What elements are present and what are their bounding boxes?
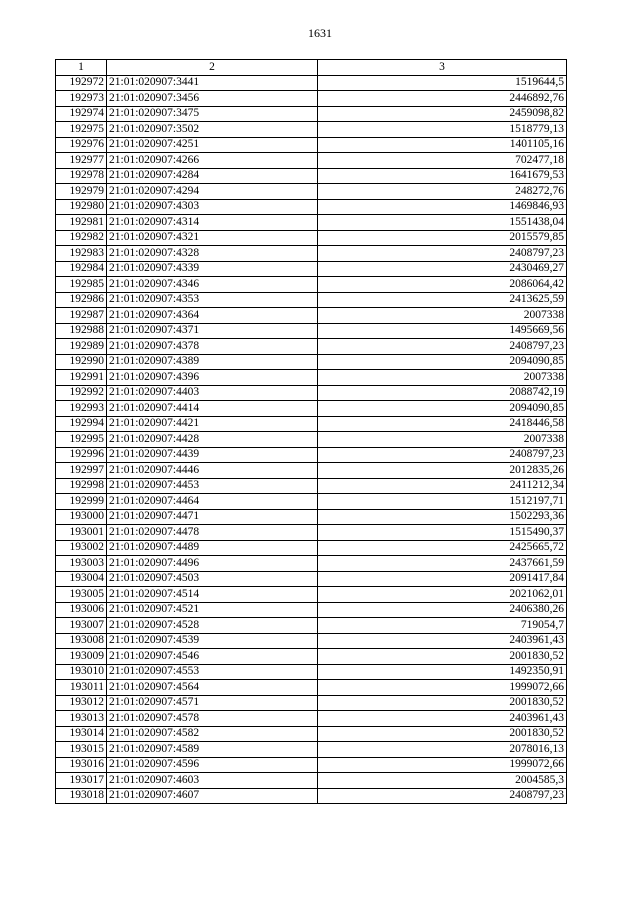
table-row	[56, 757, 567, 773]
row-number-cell: 193011	[56, 680, 107, 696]
value-cell: 2078016,13	[318, 742, 567, 758]
value-cell: 1999072,66	[318, 757, 567, 773]
row-number-cell: 193016	[56, 757, 107, 773]
value-cell: 2413625,59	[318, 292, 567, 308]
cadastral-number-cell: 21:01:020907:4571	[107, 695, 318, 711]
table-row	[56, 168, 567, 184]
cadastral-number-cell: 21:01:020907:4314	[107, 215, 318, 231]
cadastral-number-cell: 21:01:020907:4396	[107, 370, 318, 386]
value-cell: 2001830,52	[318, 649, 567, 665]
cadastral-number-cell: 21:01:020907:4328	[107, 246, 318, 262]
row-number-cell: 193012	[56, 695, 107, 711]
row-number-cell: 193000	[56, 509, 107, 525]
cadastral-number-cell: 21:01:020907:4546	[107, 649, 318, 665]
row-number-cell: 192992	[56, 385, 107, 401]
value-cell: 2088742,19	[318, 385, 567, 401]
table-row	[56, 184, 567, 200]
row-number-cell: 192990	[56, 354, 107, 370]
row-number-cell: 193018	[56, 788, 107, 804]
table-row	[56, 215, 567, 231]
row-number-cell: 192983	[56, 246, 107, 262]
table-row	[56, 726, 567, 742]
cadastral-number-cell: 21:01:020907:4294	[107, 184, 318, 200]
row-number-cell: 192978	[56, 168, 107, 184]
table-row	[56, 463, 567, 479]
row-number-cell: 193014	[56, 726, 107, 742]
cadastral-number-cell: 21:01:020907:4521	[107, 602, 318, 618]
row-number-cell: 193008	[56, 633, 107, 649]
cadastral-number-cell: 21:01:020907:4489	[107, 540, 318, 556]
table-row	[56, 773, 567, 789]
table-row	[56, 788, 567, 804]
cadastral-number-cell: 21:01:020907:4414	[107, 401, 318, 417]
cadastral-number-cell: 21:01:020907:4453	[107, 478, 318, 494]
value-cell: 1502293,36	[318, 509, 567, 525]
cadastral-number-cell: 21:01:020907:4578	[107, 711, 318, 727]
table-row	[56, 602, 567, 618]
value-cell: 2094090,85	[318, 401, 567, 417]
page-number: 1631	[308, 26, 332, 40]
row-number-cell: 192986	[56, 292, 107, 308]
value-cell: 1492350,91	[318, 664, 567, 680]
cadastral-number-cell: 21:01:020907:4464	[107, 494, 318, 510]
table-row	[56, 385, 567, 401]
row-number-cell: 193017	[56, 773, 107, 789]
row-number-cell: 192981	[56, 215, 107, 231]
cadastral-number-cell: 21:01:020907:4564	[107, 680, 318, 696]
table-row	[56, 91, 567, 107]
row-number-cell: 192989	[56, 339, 107, 355]
table-row	[56, 587, 567, 603]
row-number-cell: 192972	[56, 75, 107, 91]
cadastral-number-cell: 21:01:020907:3441	[107, 75, 318, 91]
row-number-cell: 192993	[56, 401, 107, 417]
value-cell: 2001830,52	[318, 695, 567, 711]
cadastral-value-table	[55, 59, 567, 804]
value-cell: 1515490,37	[318, 525, 567, 541]
table-row	[56, 416, 567, 432]
table-row	[56, 509, 567, 525]
value-cell: 2408797,23	[318, 447, 567, 463]
row-number-cell: 193005	[56, 587, 107, 603]
value-cell: 2004585,3	[318, 773, 567, 789]
table-body	[56, 75, 567, 804]
table-row	[56, 137, 567, 153]
value-cell: 1999072,66	[318, 680, 567, 696]
table-row	[56, 525, 567, 541]
row-number-cell: 192996	[56, 447, 107, 463]
row-number-cell: 193004	[56, 571, 107, 587]
value-cell: 2403961,43	[318, 711, 567, 727]
value-cell: 2430469,27	[318, 261, 567, 277]
row-number-cell: 193001	[56, 525, 107, 541]
value-cell: 1518779,13	[318, 122, 567, 138]
cadastral-number-cell: 21:01:020907:4582	[107, 726, 318, 742]
table-header	[56, 60, 567, 76]
cadastral-number-cell: 21:01:020907:4378	[107, 339, 318, 355]
table-row	[56, 323, 567, 339]
table-row	[56, 556, 567, 572]
table-row	[56, 571, 567, 587]
cadastral-number-cell: 21:01:020907:4478	[107, 525, 318, 541]
value-cell: 1495669,56	[318, 323, 567, 339]
table-row	[56, 633, 567, 649]
cadastral-number-cell: 21:01:020907:4428	[107, 432, 318, 448]
row-number-cell: 192979	[56, 184, 107, 200]
cadastral-number-cell: 21:01:020907:4403	[107, 385, 318, 401]
table-row	[56, 292, 567, 308]
row-number-cell: 193002	[56, 540, 107, 556]
value-cell: 2091417,84	[318, 571, 567, 587]
table-row	[56, 711, 567, 727]
row-number-cell: 192999	[56, 494, 107, 510]
cadastral-number-cell: 21:01:020907:4371	[107, 323, 318, 339]
value-cell: 2418446,58	[318, 416, 567, 432]
table-row	[56, 277, 567, 293]
value-cell: 2459098,82	[318, 106, 567, 122]
table-row	[56, 370, 567, 386]
header-row	[56, 60, 567, 76]
cadastral-number-cell: 21:01:020907:3456	[107, 91, 318, 107]
cadastral-number-cell: 21:01:020907:4251	[107, 137, 318, 153]
table-row	[56, 478, 567, 494]
cadastral-number-cell: 21:01:020907:4607	[107, 788, 318, 804]
row-number-cell: 192974	[56, 106, 107, 122]
row-number-cell: 192980	[56, 199, 107, 215]
row-number-cell: 192977	[56, 153, 107, 169]
value-cell: 2408797,23	[318, 788, 567, 804]
cadastral-number-cell: 21:01:020907:4596	[107, 757, 318, 773]
table-row	[56, 339, 567, 355]
row-number-cell: 193007	[56, 618, 107, 634]
value-cell: 2403961,43	[318, 633, 567, 649]
cadastral-number-cell: 21:01:020907:4471	[107, 509, 318, 525]
row-number-cell: 192998	[56, 478, 107, 494]
table-row	[56, 680, 567, 696]
cadastral-number-cell: 21:01:020907:3502	[107, 122, 318, 138]
table-row	[56, 649, 567, 665]
cadastral-number-cell: 21:01:020907:4364	[107, 308, 318, 324]
row-number-cell: 192995	[56, 432, 107, 448]
value-cell: 1551438,04	[318, 215, 567, 231]
row-number-cell: 192982	[56, 230, 107, 246]
table-row	[56, 742, 567, 758]
row-number-cell: 193009	[56, 649, 107, 665]
table-row	[56, 308, 567, 324]
row-number-cell: 192975	[56, 122, 107, 138]
value-cell: 2007338	[318, 370, 567, 386]
row-number-cell: 192973	[56, 91, 107, 107]
cadastral-number-cell: 21:01:020907:4389	[107, 354, 318, 370]
table-row	[56, 122, 567, 138]
table-row	[56, 106, 567, 122]
cadastral-number-cell: 21:01:020907:4553	[107, 664, 318, 680]
cadastral-number-cell: 21:01:020907:3475	[107, 106, 318, 122]
column-header-number: 1	[56, 60, 107, 76]
table-row	[56, 153, 567, 169]
value-cell: 2408797,23	[318, 339, 567, 355]
value-cell: 2446892,76	[318, 91, 567, 107]
value-cell: 248272,76	[318, 184, 567, 200]
value-cell: 702477,18	[318, 153, 567, 169]
value-cell: 2406380,26	[318, 602, 567, 618]
table-row	[56, 261, 567, 277]
cadastral-number-cell: 21:01:020907:4539	[107, 633, 318, 649]
cadastral-number-cell: 21:01:020907:4353	[107, 292, 318, 308]
cadastral-number-cell: 21:01:020907:4514	[107, 587, 318, 603]
table-row	[56, 447, 567, 463]
cadastral-number-cell: 21:01:020907:4503	[107, 571, 318, 587]
row-number-cell: 192985	[56, 277, 107, 293]
value-cell: 2437661,59	[318, 556, 567, 572]
value-cell: 2001830,52	[318, 726, 567, 742]
value-cell: 2007338	[318, 432, 567, 448]
cadastral-number-cell: 21:01:020907:4266	[107, 153, 318, 169]
value-cell: 2411212,34	[318, 478, 567, 494]
value-cell: 2408797,23	[318, 246, 567, 262]
value-cell: 2007338	[318, 308, 567, 324]
value-cell: 2425665,72	[318, 540, 567, 556]
column-header-cadastral-number: 2	[107, 60, 318, 76]
row-number-cell: 192988	[56, 323, 107, 339]
value-cell: 2094090,85	[318, 354, 567, 370]
value-cell: 2021062,01	[318, 587, 567, 603]
table-row	[56, 494, 567, 510]
row-number-cell: 192997	[56, 463, 107, 479]
table-row	[56, 75, 567, 91]
value-cell: 719054,7	[318, 618, 567, 634]
row-number-cell: 192991	[56, 370, 107, 386]
table-row	[56, 540, 567, 556]
cadastral-number-cell: 21:01:020907:4528	[107, 618, 318, 634]
cadastral-number-cell: 21:01:020907:4603	[107, 773, 318, 789]
row-number-cell: 193013	[56, 711, 107, 727]
row-number-cell: 193015	[56, 742, 107, 758]
cadastral-number-cell: 21:01:020907:4421	[107, 416, 318, 432]
cadastral-number-cell: 21:01:020907:4321	[107, 230, 318, 246]
table-row	[56, 618, 567, 634]
cadastral-number-cell: 21:01:020907:4439	[107, 447, 318, 463]
table-row	[56, 354, 567, 370]
value-cell: 2086064,42	[318, 277, 567, 293]
table-row	[56, 695, 567, 711]
cadastral-number-cell: 21:01:020907:4346	[107, 277, 318, 293]
row-number-cell: 193003	[56, 556, 107, 572]
column-header-value: 3	[318, 60, 567, 76]
cadastral-number-cell: 21:01:020907:4284	[107, 168, 318, 184]
value-cell: 1519644,5	[318, 75, 567, 91]
table-row	[56, 401, 567, 417]
row-number-cell: 193006	[56, 602, 107, 618]
cadastral-number-cell: 21:01:020907:4446	[107, 463, 318, 479]
value-cell: 1512197,71	[318, 494, 567, 510]
cadastral-number-cell: 21:01:020907:4496	[107, 556, 318, 572]
value-cell: 2015579,85	[318, 230, 567, 246]
table-row	[56, 199, 567, 215]
table-row	[56, 230, 567, 246]
row-number-cell: 192976	[56, 137, 107, 153]
cadastral-number-cell: 21:01:020907:4339	[107, 261, 318, 277]
table-row	[56, 664, 567, 680]
value-cell: 1469846,93	[318, 199, 567, 215]
value-cell: 1641679,53	[318, 168, 567, 184]
cadastral-number-cell: 21:01:020907:4303	[107, 199, 318, 215]
row-number-cell: 192984	[56, 261, 107, 277]
row-number-cell: 192987	[56, 308, 107, 324]
row-number-cell: 193010	[56, 664, 107, 680]
cadastral-number-cell: 21:01:020907:4589	[107, 742, 318, 758]
row-number-cell: 192994	[56, 416, 107, 432]
value-cell: 2012835,26	[318, 463, 567, 479]
table-row	[56, 432, 567, 448]
table-row	[56, 246, 567, 262]
value-cell: 1401105,16	[318, 137, 567, 153]
